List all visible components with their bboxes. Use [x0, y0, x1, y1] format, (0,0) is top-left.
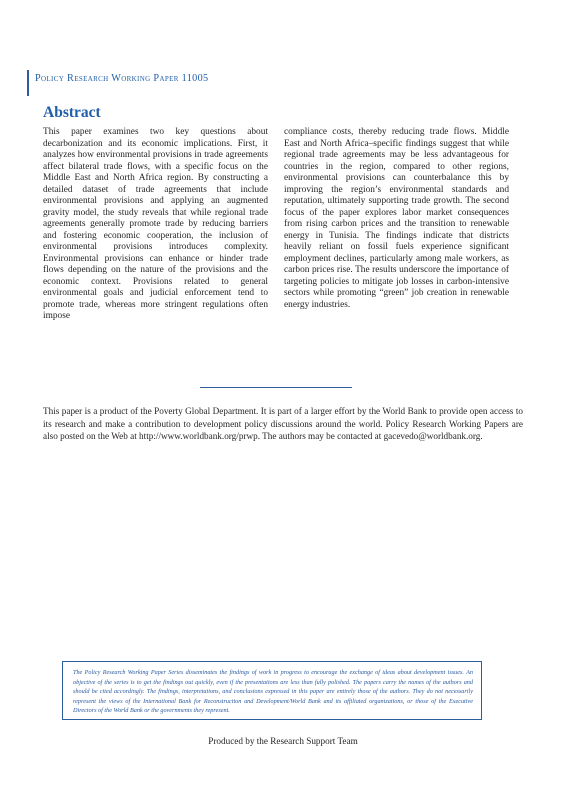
abstract-heading: Abstract [43, 104, 101, 121]
section-divider [200, 387, 352, 388]
disclaimer-box [62, 661, 482, 720]
series-header [27, 70, 229, 96]
abstract-column-left: This paper examines two key questions about decarbonization and its economic implications. First, it analyzes how environmental provisions in trade agreements affect bilateral trade flows, with a specific focus on the Middle East and North Africa region. By constructing a detailed dataset of trade agreements that include environmental provisions and applying an augmented gravity model, the study reveals that while regional trade agreements generally promote trade by reducing barriers and fostering economic cooperation, the inclusion of environmental provisions introduces complexity. Environmental provisions can enhance or hinder trade flows depending on the nature of the provisions and the economic context. Provisions related to general environmental goals and judicial enforcement tend to promote trade, whereas more stringent regulations often impose [43, 127, 268, 321]
produced-by-line: Produced by the Research Support Team [208, 736, 358, 746]
product-note: This paper is a product of the Poverty Global Department. It is part of a larger effort by the World Bank to provide open access to its research and make a contribution to development policy discussions around the world. Policy Research Working Papers are also posted on the Web at http://www.worldbank.org/prwp. The authors may be contacted at gacevedo@worldbank.org. [43, 406, 523, 442]
abstract-column-right: compliance costs, thereby reducing trade flows. Middle East and North Africa–specific findings suggest that while regional trade agreements may be less advantageous for countries in the region, compared to other regions, environmental provisions can counterbalance this by improving the region’s environmental standards and reputation, ultimately supporting trade growth. The second focus of the paper explores labor market consequences from rising carbon prices and the transition to renewable energy in Tunisia. The findings indicate that districts heavily reliant on fossil fuels experience significant employment declines, particularly among male workers, as carbon prices rise. The results underscore the importance of targeting policies to mitigate job losses in carbon-intensive sectors while promoting “green” job creation in renewable energy industries. [284, 127, 509, 310]
series-label: Policy Research Working Paper 11005 [35, 73, 209, 84]
disclaimer-text: The Policy Research Working Paper Series disseminates the findings of work in progress to encourage the exchange of ideas about development issues. An objective of the series is to get the findings out quickly, even if the presentations are less than fully polished. The papers carry the names of the authors and should be cited accordingly. The findings, interpretations, and conclusions expressed in this paper are entirely those of the authors. They do not necessarily represent the views of the International Bank for Reconstruction and Development/World Bank and its affiliated organizations, or those of the Executive Directors of the World Bank or the governments they represent. [73, 669, 473, 715]
